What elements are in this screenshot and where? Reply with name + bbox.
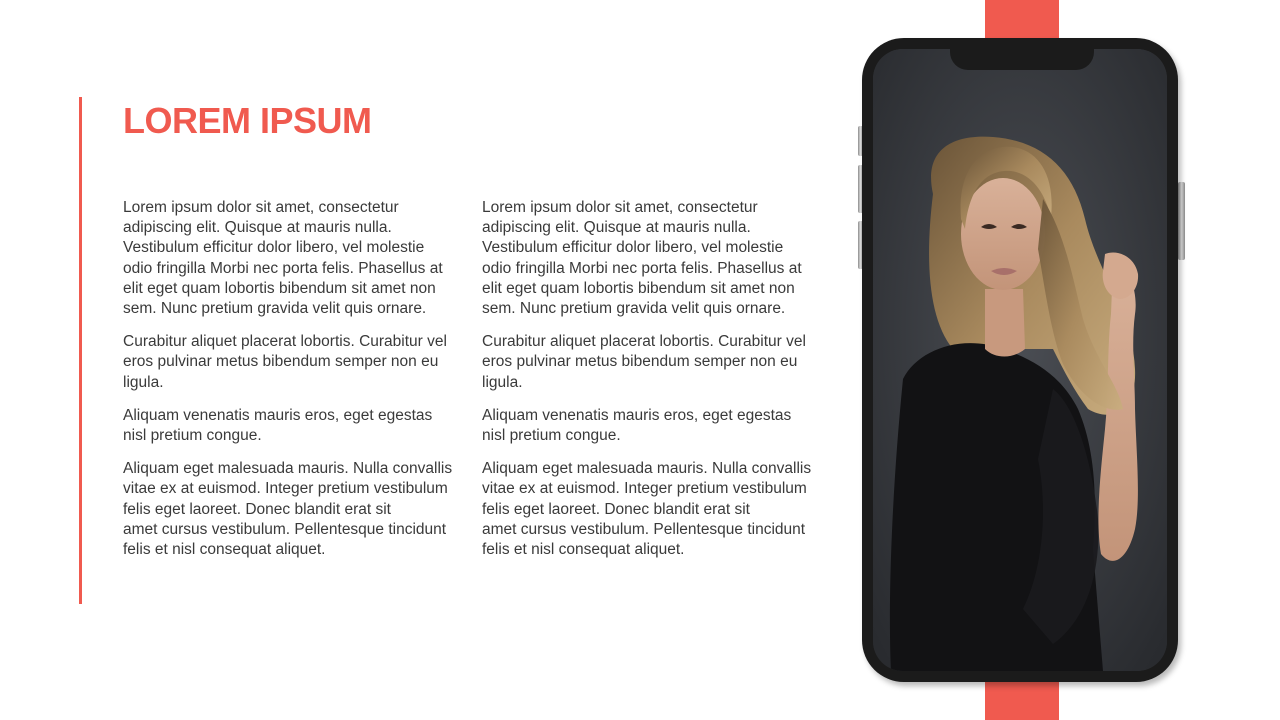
portrait-photo (873, 49, 1167, 671)
paragraph: amet cursus vestibulum. Pellentesque tincidunt felis et nisl consequat aliquet. (123, 520, 447, 559)
paragraph: Lorem ipsum dolor sit amet, consectetur adipiscing elit. Quisque at mauris nulla. Vestibulum efficitur dolor libero, vel molestie odio fringilla Morbi nec porta felis. Phasellus at elit eget quam lobortis bibendum sit amet non sem. Nunc pretium gravida velit quis ornare. (482, 199, 802, 318)
phone-power-button (1178, 182, 1185, 260)
paragraph: Curabitur aliquet placerat lobortis. Curabitur vel eros pulvinar metus bibendum semper non eu ligula. (482, 333, 806, 391)
phone-notch (950, 38, 1094, 70)
paragraph: Aliquam eget malesuada mauris. Nulla convallis vitae ex at euismod. Integer pretium vestibulum felis eget laoreet. Donec blandit erat sit (123, 460, 453, 518)
neck (985, 289, 1025, 357)
paragraph: amet cursus vestibulum. Pellentesque tincidunt felis et nisl consequat aliquet. (482, 520, 806, 559)
slide-title: LOREM IPSUM (123, 100, 372, 141)
text-column-right (482, 198, 812, 573)
paragraph: Aliquam venenatis mauris eros, eget egestas nisl pretium congue. (123, 406, 433, 445)
paragraph: Aliquam venenatis mauris eros, eget egestas nisl pretium congue. (482, 406, 792, 445)
text-column-left (123, 198, 453, 573)
phone-screen (873, 49, 1167, 671)
paragraph: Curabitur aliquet placerat lobortis. Curabitur vel eros pulvinar metus bibendum semper non eu ligula. (123, 333, 447, 391)
accent-band-top (985, 0, 1059, 40)
paragraph: Lorem ipsum dolor sit amet, consectetur adipiscing elit. Quisque at mauris nulla. Vestibulum efficitur dolor libero, vel molestie odio fringilla Morbi nec porta felis. Phasellus at elit eget quam lobortis bibendum sit amet non sem. Nunc pretium gravida velit quis ornare. (123, 199, 443, 318)
paragraph: Aliquam eget malesuada mauris. Nulla convallis vitae ex at euismod. Integer pretium vestibulum felis eget laoreet. Donec blandit erat sit (482, 460, 812, 518)
accent-line (79, 97, 82, 604)
accent-band-bottom (985, 680, 1059, 720)
